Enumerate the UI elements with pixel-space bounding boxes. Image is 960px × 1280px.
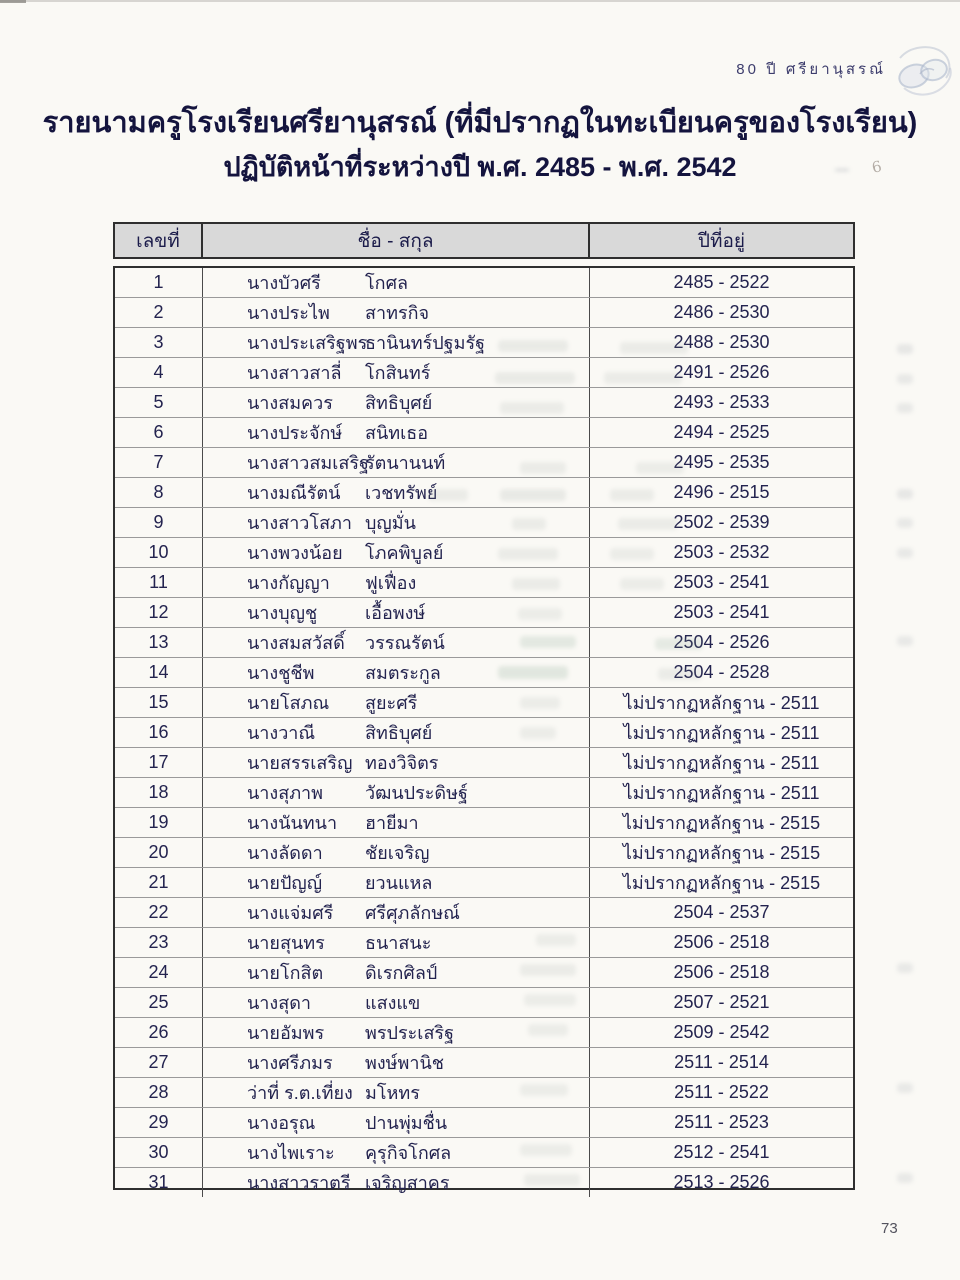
page-number: 73 <box>881 1220 898 1237</box>
row-number-cell: 3 <box>115 328 203 357</box>
row-number-cell: 22 <box>115 898 203 927</box>
name-cell <box>203 1168 590 1197</box>
name-cell <box>203 478 590 507</box>
first-name-text: นายโสภณ <box>247 693 330 713</box>
row-number-cell: 14 <box>115 658 203 687</box>
table-row <box>115 268 853 297</box>
row-number-cell: 18 <box>115 778 203 807</box>
corner-brand-text: 80 ปี ศรียานุสรณ์ <box>736 61 886 78</box>
name-cell <box>203 1048 590 1077</box>
name-cell <box>203 688 590 717</box>
table-row <box>115 327 853 357</box>
table-row <box>115 987 853 1017</box>
first-name-text: ว่าที่ ร.ต.เที่ยง <box>247 1083 353 1103</box>
years-cell: ไม่ปรากฏหลักฐาน - 2515 <box>622 843 821 863</box>
bleed-through-artifact <box>897 403 913 413</box>
table-row <box>115 807 853 837</box>
first-name-text: นางไพเราะ <box>247 1143 335 1163</box>
surname-text: เจริญสาคร <box>365 1173 450 1193</box>
years-cell: 2507 - 2521 <box>673 992 770 1012</box>
first-name-text: นางมณีรัตน์ <box>247 483 341 503</box>
name-cell <box>203 298 590 327</box>
table-row <box>115 567 853 597</box>
surname-text: บุญมั่น <box>365 513 416 533</box>
years-cell: ไม่ปรากฏหลักฐาน - 2511 <box>623 693 820 713</box>
table-row <box>115 747 853 777</box>
table-row <box>115 627 853 657</box>
row-number-cell: 29 <box>115 1108 203 1137</box>
table-row <box>115 297 853 327</box>
bleed-through-artifact <box>897 1173 913 1183</box>
years-cell: 2493 - 2533 <box>673 392 770 412</box>
surname-text: วัฒนประดิษฐ์ <box>365 783 468 803</box>
bleed-through-artifact <box>897 374 913 384</box>
table-row <box>115 507 853 537</box>
table-row <box>115 897 853 927</box>
name-cell <box>203 958 590 987</box>
scan-corner-mark <box>0 0 26 3</box>
row-number-cell: 28 <box>115 1078 203 1107</box>
table-row <box>115 957 853 987</box>
first-name-text: นายสรรเสริญ <box>247 753 353 773</box>
bleed-through-artifact <box>897 344 913 354</box>
scan-edge-line <box>0 0 960 2</box>
row-number-cell: 19 <box>115 808 203 837</box>
first-name-text: นางสาวสมเสริฐ <box>247 453 369 473</box>
bleed-through-artifact <box>897 963 913 973</box>
years-cell: ไม่ปรากฏหลักฐาน - 2511 <box>623 723 820 743</box>
table-row <box>115 657 853 687</box>
years-cell: 2486 - 2530 <box>673 302 770 322</box>
first-name-text: นางบุญชู <box>247 603 318 623</box>
first-name-text: นางประไพ <box>247 303 330 323</box>
years-cell: ไม่ปรากฏหลักฐาน - 2511 <box>623 783 820 803</box>
bleed-through-artifact <box>897 636 913 646</box>
years-cell: 2503 - 2541 <box>673 602 770 622</box>
years-cell: 2502 - 2539 <box>673 512 770 532</box>
surname-text: สนิทเธอ <box>365 423 429 443</box>
name-cell <box>203 538 590 567</box>
surname-text: ปานพุ่มชื่น <box>365 1113 448 1133</box>
row-number-cell: 6 <box>115 418 203 447</box>
table-row <box>115 1077 853 1107</box>
table-row <box>115 1047 853 1077</box>
row-number-cell: 2 <box>115 298 203 327</box>
surname-text: โกสินทร์ <box>365 363 431 383</box>
years-cell: 2506 - 2518 <box>673 932 770 952</box>
name-cell <box>203 568 590 597</box>
name-cell <box>203 598 590 627</box>
teacher-table-body <box>113 266 855 1193</box>
surname-text: ดิเรกศิลป์ <box>365 963 438 983</box>
row-number-cell: 5 <box>115 388 203 417</box>
years-cell: 2503 - 2541 <box>673 572 770 592</box>
pencil-mark: 6 <box>870 157 884 177</box>
years-cell: 2511 - 2522 <box>674 1082 769 1102</box>
row-number-cell: 10 <box>115 538 203 567</box>
page-title <box>0 102 960 186</box>
first-name-text: นางแจ่มศรี <box>247 903 334 923</box>
header-cell-name: ชื่อ - สกุล <box>203 224 590 257</box>
row-number-cell: 13 <box>115 628 203 657</box>
years-cell: 2485 - 2522 <box>673 272 770 292</box>
name-cell <box>203 448 590 477</box>
header-cell-number: เลขที่ <box>115 224 203 257</box>
surname-text: สิทธิบุศย์ <box>365 393 433 413</box>
first-name-text: นางอรุณ <box>247 1113 316 1133</box>
first-name-text: นายสุนทร <box>247 933 325 953</box>
school-emblem-logo <box>890 40 956 108</box>
name-cell <box>203 1108 590 1137</box>
header-cell-years: ปีที่อยู่ <box>697 230 746 252</box>
name-cell <box>203 1138 590 1167</box>
first-name-text: นางประเสริฐพร <box>247 333 368 353</box>
table-row <box>115 1107 853 1137</box>
bleed-through-artifact <box>897 548 913 558</box>
table-row <box>115 837 853 867</box>
table-row <box>115 1167 853 1197</box>
table-row <box>115 357 853 387</box>
years-cell: 2491 - 2526 <box>673 362 770 382</box>
surname-text: พงษ์พานิช <box>365 1053 445 1073</box>
table-row <box>115 477 853 507</box>
name-cell <box>203 748 590 777</box>
table-header-row <box>113 222 855 259</box>
name-cell <box>203 718 590 747</box>
surname-text: ธนาสนะ <box>365 933 432 953</box>
row-number-cell: 20 <box>115 838 203 867</box>
first-name-text: นางลัดดา <box>247 843 323 863</box>
table-row <box>115 387 853 417</box>
name-cell <box>203 808 590 837</box>
first-name-text: นางกัญญา <box>247 573 330 593</box>
table-row <box>115 447 853 477</box>
row-number-cell: 26 <box>115 1018 203 1047</box>
first-name-text: นางวาณี <box>247 723 316 743</box>
surname-text: พรประเสริฐ <box>365 1023 455 1043</box>
bleed-through-artifact <box>897 518 913 528</box>
years-cell: ไม่ปรากฏหลักฐาน - 2515 <box>622 813 821 833</box>
row-number-cell: 1 <box>115 268 203 297</box>
surname-text: เอื้อพงษ์ <box>365 603 426 623</box>
surname-text: วรรณรัตน์ <box>365 633 445 653</box>
first-name-text: นางนันทนา <box>247 813 338 833</box>
years-cell: 2494 - 2525 <box>673 422 770 442</box>
table-row <box>115 417 853 447</box>
surname-text: ชัยเจริญ <box>365 843 430 863</box>
first-name-text: นางสาวราตรี <box>247 1173 351 1193</box>
surname-text: ฮายีมา <box>365 813 419 833</box>
surname-text: ทองวิจิตร <box>365 753 439 773</box>
name-cell <box>203 868 590 897</box>
years-cell: 2511 - 2514 <box>674 1052 769 1072</box>
row-number-cell: 21 <box>115 868 203 897</box>
row-number-cell: 12 <box>115 598 203 627</box>
row-number-cell: 15 <box>115 688 203 717</box>
years-cell: 2509 - 2542 <box>673 1022 770 1042</box>
table-row <box>115 597 853 627</box>
years-cell: 2495 - 2535 <box>673 452 770 472</box>
row-number-cell: 24 <box>115 958 203 987</box>
bleed-through-artifact <box>897 489 913 499</box>
years-cell: 2504 - 2537 <box>673 902 770 922</box>
name-cell <box>203 988 590 1017</box>
name-cell <box>203 838 590 867</box>
name-cell <box>203 898 590 927</box>
years-cell: 2488 - 2530 <box>673 332 770 352</box>
surname-text: ฟูเฟื่อง <box>365 573 417 593</box>
first-name-text: นางสุภาพ <box>247 783 324 803</box>
first-name-text: นางประจักษ์ <box>247 423 343 443</box>
table-row <box>115 687 853 717</box>
first-name-text: นางสาวสาลี่ <box>247 363 342 383</box>
years-cell: ไม่ปรากฏหลักฐาน - 2511 <box>623 753 820 773</box>
table-row <box>115 927 853 957</box>
surname-text: โกศล <box>365 273 409 293</box>
years-cell: 2513 - 2526 <box>673 1172 770 1192</box>
table-row <box>115 717 853 747</box>
surname-text: แสงแข <box>365 993 421 1013</box>
first-name-text: นายปัญญ์ <box>247 873 323 893</box>
first-name-text: นางชูชีพ <box>247 663 315 683</box>
surname-text: ศรีศุภลักษณ์ <box>365 903 460 923</box>
first-name-text: นางศรีภมร <box>247 1053 333 1073</box>
name-cell <box>203 658 590 687</box>
first-name-text: นางสมสวัสดิ์ <box>247 633 345 653</box>
surname-text: สมตระกูล <box>365 663 441 683</box>
name-cell <box>203 388 590 417</box>
years-cell: 2496 - 2515 <box>673 482 770 502</box>
row-number-cell: 9 <box>115 508 203 537</box>
surname-text: โภคพิบูลย์ <box>365 543 444 563</box>
years-cell: 2504 - 2528 <box>673 662 770 682</box>
row-number-cell: 11 <box>115 568 203 597</box>
row-number-cell: 30 <box>115 1138 203 1167</box>
row-number-cell: 4 <box>115 358 203 387</box>
page-title-line2: ปฏิบัติหน้าที่ระหว่างปี พ.ศ. 2485 - พ.ศ. 2542 <box>223 152 737 182</box>
name-cell <box>203 1018 590 1047</box>
name-cell <box>203 358 590 387</box>
years-cell: 2511 - 2523 <box>674 1112 769 1132</box>
table-row <box>115 777 853 807</box>
first-name-text: นางพวงน้อย <box>247 543 343 563</box>
bleed-through-artifact <box>897 1083 913 1093</box>
table-row <box>115 867 853 897</box>
name-cell <box>203 778 590 807</box>
row-number-cell: 17 <box>115 748 203 777</box>
name-cell <box>203 328 590 357</box>
surname-text: รัตนานนท์ <box>365 453 446 473</box>
name-cell <box>203 1078 590 1107</box>
first-name-text: นางสมควร <box>247 393 333 413</box>
years-cell: 2503 - 2532 <box>673 542 770 562</box>
years-cell: 2506 - 2518 <box>673 962 770 982</box>
name-cell <box>203 418 590 447</box>
first-name-text: นางบัวศรี <box>247 273 321 293</box>
surname-text: เวชทรัพย์ <box>365 483 438 503</box>
surname-text: สูยะศรี <box>365 693 418 713</box>
row-number-cell: 8 <box>115 478 203 507</box>
row-number-cell: 23 <box>115 928 203 957</box>
first-name-text: นางสาวโสภา <box>247 513 353 533</box>
surname-text: สาทรกิจ <box>365 303 430 323</box>
first-name-text: นายโกสิต <box>247 963 324 983</box>
row-number-cell: 25 <box>115 988 203 1017</box>
surname-text: ยวนแหล <box>365 873 433 893</box>
table-row <box>115 537 853 567</box>
years-cell: ไม่ปรากฏหลักฐาน - 2515 <box>622 873 821 893</box>
row-number-cell: 7 <box>115 448 203 477</box>
row-number-cell: 16 <box>115 718 203 747</box>
first-name-text: นายอัมพร <box>247 1023 325 1043</box>
surname-text: คุรุกิจโกศล <box>365 1143 452 1163</box>
name-cell <box>203 628 590 657</box>
table-row <box>115 1017 853 1047</box>
surname-text: ธานินทร์ปฐมรัฐ <box>365 333 486 353</box>
years-cell: 2512 - 2541 <box>673 1142 770 1162</box>
name-cell <box>203 508 590 537</box>
years-cell: 2504 - 2526 <box>673 632 770 652</box>
row-number-cell: 27 <box>115 1048 203 1077</box>
surname-text: มโหทร <box>365 1083 420 1103</box>
name-cell <box>203 268 590 297</box>
row-number-cell: 31 <box>115 1168 203 1197</box>
page-title-line1: รายนามครูโรงเรียนศรียานุสรณ์ (ที่มีปรากฏในทะเบียนครูของโรงเรียน) <box>42 107 918 139</box>
first-name-text: นางสุดา <box>247 993 311 1013</box>
table-row <box>115 1137 853 1167</box>
name-cell <box>203 928 590 957</box>
surname-text: สิทธิบุศย์ <box>365 723 433 743</box>
